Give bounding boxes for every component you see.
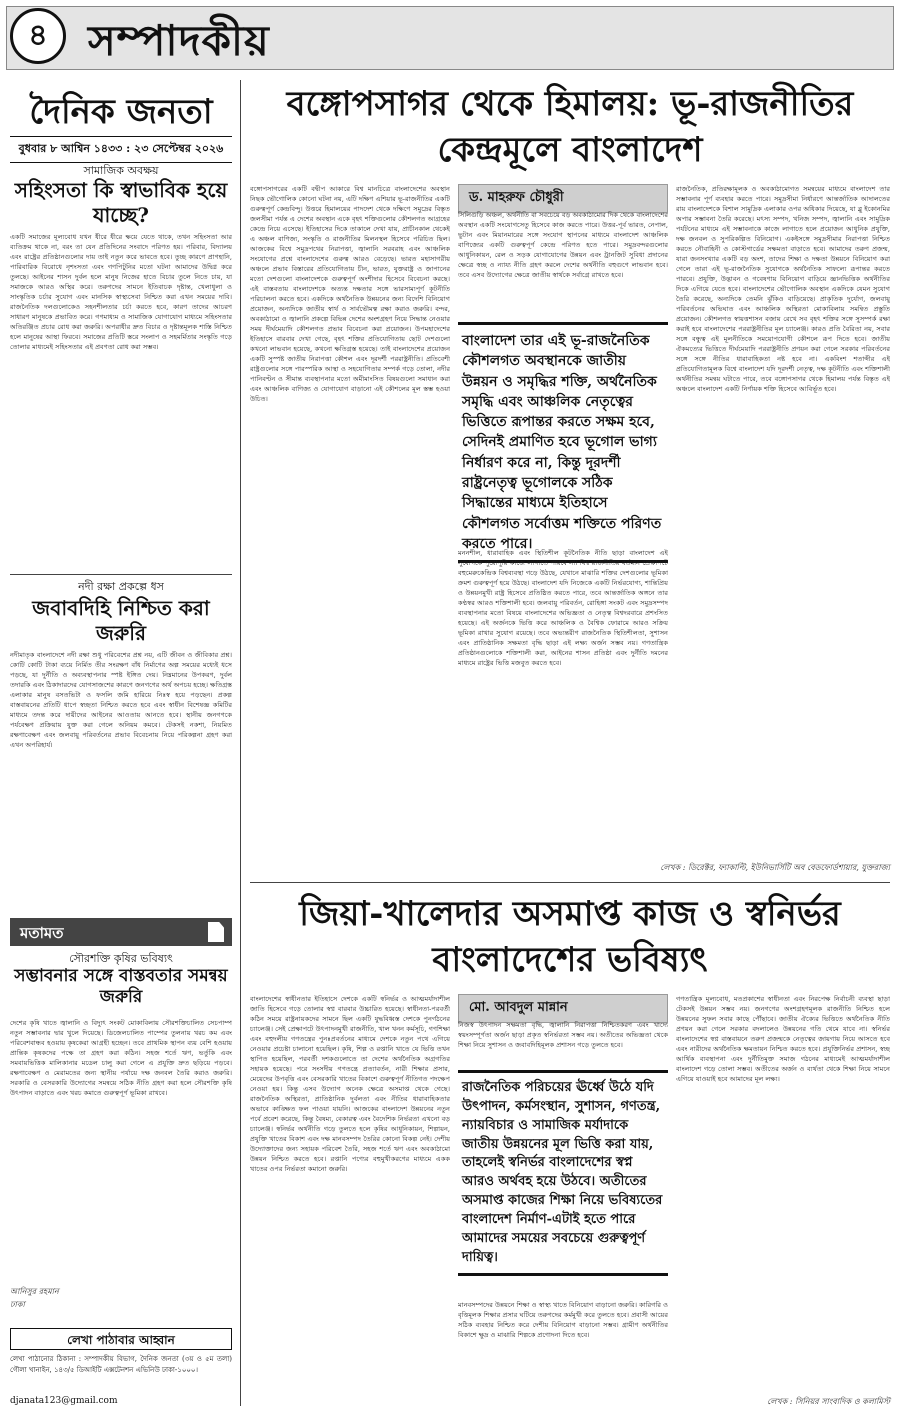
opinion-body: দেশের কৃষি খাতে জ্বালানি ও বিদ্যুৎ সংকট মোকাবিলায় সৌরশক্তিচালিত সেচপাম্প নতুন সম্ভাবনার দ্বার খুলে দিয়েছে। ডিজেলচালিত পাম্পের তুলনায় খরচ কম এবং পরিবেশবান্ধব হওয়ায় কৃষকেরা আগ্রহী হচ্ছেন। তবে প্রাথমিক স্থাপন ব্যয় বেশি হওয়ায় প্রান্তিক কৃষকদের পক্ষে তা গ্রহণ করা কঠিন। সহজ শর্তে ঋণ, ভর্তুকি এবং সমবায়ভিত্তিক মালিকানার মডেল চালু করা গেলে এ প্রযুক্তি দ্রুত ছড়িয়ে পড়বে। রক্ষণাবেক্ষণ ও মেরামতের জন্য স্থানীয় পর্যায়ে দক্ষ জনবল তৈরি করাও জরুরি। সরকারি ও বেসরকারি উদ্যোগের সমন্বয়ে সঠিক নীতি গ্রহণ করা হলে সৌরশক্তি কৃষি উৎপাদন বাড়াতে এবং খরচ কমাতে গুরুত্বপূর্ণ ভূমিকা রাখবে। xyxy=(10,1019,232,1098)
opinion-label: মতামত xyxy=(20,924,64,942)
opinion-headline: সম্ভাবনার সঙ্গে বাস্তবতার সমন্বয় জরুরি xyxy=(14,966,228,1008)
article1-col3: রাজনৈতিক, প্রতিরক্ষামূলক ও অবকাঠামোগত সমন্বয়ের মাধ্যমে বাংলাদেশ তার সম্ভাবনার পূর্ণ ব্যবহার করতে পারে। সমুদ্রসীমা নির্ধারণে আন্তর্জাতিক আদালতের রায় বাংলাদেশকে বিশাল সামুদ্রিক এলাকার ওপর অধিকার দিয়েছে, যা ব্লু ইকোনমির অপার সম্ভাবনা তৈরি করেছে। মৎস্য সম্পদ, খনিজ সম্পদ, জ্বালানি এবং সামুদ্রিক পর্যটনের মাধ্যমে এই সম্ভাবনাকে কাজে লাগাতে হলে প্রয়োজন আধুনিক প্রযুক্তি, দক্ষ জনবল ও সুপরিকল্পিত বিনিয়োগ। একইসঙ্গে সমুদ্রসীমার নিরাপত্তা নিশ্চিত করতে নৌবাহিনী ও কোস্টগার্ডের সক্ষমতা বাড়াতে হবে। আমাদের তরুণ প্রজন্ম, যারা জনসংখ্যার একটি বড় অংশ, তাদের শিক্ষা ও দক্ষতা উন্নয়নে বিনিয়োগ করা গেলে তারা এই ভূ-রাজনৈতিক সুযোগকে অর্থনৈতিক সাফল্যে রূপান্তর করতে পারবে। প্রযুক্তি, উদ্ভাবন ও গবেষণায় বিনিয়োগ বাড়িয়ে জ্ঞানভিত্তিক অর্থনীতির দিকে এগিয়ে যেতে হবে। বাংলাদেশের ভৌগোলিক অবস্থান একদিকে যেমন সুযোগ তৈরি করেছে, অন্যদিকে তেমনি ঝুঁকিও বাড়িয়েছে। প্রাকৃতিক দুর্যোগ, জলবায়ু পরিবর্তনের অভিঘাত এবং আঞ্চলিক অস্থিরতা মোকাবিলায় সমন্বিত প্রস্তুতি প্রয়োজন। কৌশলগত স্বায়ত্তশাসন বজায় রেখে সব বৃহৎ শক্তির সঙ্গে সুসম্পর্ক রক্ষা করাই হবে বাংলাদেশের পররাষ্ট্রনীতির মূল চ্যালেঞ্জ। কারও প্রতি বৈরিতা নয়, সবার সঙ্গে বন্ধুত্ব এই মূলনীতিকে সময়োপযোগী কৌশলে রূপ দিতে হবে। জাতীয় ঐকমত্যের ভিত্তিতে দীর্ঘমেয়াদি পররাষ্ট্রনীতি প্রণয়ন করা গেলে সরকার পরিবর্তনের সঙ্গে সঙ্গে নীতির ধারাবাহিকতা নষ্ট হবে না। একবিংশ শতাব্দীর এই প্রতিযোগিতামূলক বিশ্বে বাংলাদেশ যদি দূরদর্শী নেতৃত্ব, দক্ষ কূটনীতি এবং শক্তিশালী অর্থনীতির সমন্বয় ঘটাতে পারে, তবে বঙ্গোপসাগর থেকে হিমালয় পর্যন্ত বিস্তৃত এই অঞ্চলে বাংলাদেশ একটি নির্ণায়ক শক্তি হিসেবে আবির্ভূত হবে। xyxy=(676,185,890,394)
article2-credit: লেখক : সিনিয়র সাংবাদিক ও কলামিস্ট xyxy=(767,1397,890,1406)
divider xyxy=(10,574,232,575)
article2-col3: গণতান্ত্রিক মূল্যবোধ, মতপ্রকাশের স্বাধীনতা এবং নিরপেক্ষ নির্বাচনী ব্যবস্থা ছাড়া টেকসই উন্নয়ন সম্ভব নয়। জনগণের অংশগ্রহণমূলক রাজনীতি নিশ্চিত হলে উন্নয়নের সুফল সবার কাছে পৌঁছাবে। জাতীয় ঐক্যের ভিত্তিতে অর্থনৈতিক নীতি প্রণয়ন করা গেলে সরকার বদলালেও উন্নয়নের গতি থেমে যাবে না। স্বনির্ভর বাংলাদেশের স্বপ্ন বাস্তবায়নে তরুণ প্রজন্মকে নেতৃত্বের জায়গায় নিয়ে আসতে হবে এবং নারীদের অর্থনৈতিক ক্ষমতায়ন নিশ্চিত করতে হবে। প্রযুক্তিনির্ভর প্রশাসন, স্বচ্ছ আর্থিক ব্যবস্থাপনা এবং দুর্নীতিমুক্ত সমাজ গঠনের মাধ্যমেই আত্মমর্যাদাশীল বাংলাদেশ গড়ে তোলা সম্ভব। অতীতের অর্জন ও ব্যর্থতা থেকে শিক্ষা নিয়ে সামনে এগিয়ে যাওয়াই হবে আমাদের মূল লক্ষ্য। xyxy=(676,995,890,1084)
editorial1-headline: সহিংসতা কি স্বাভাবিক হয়ে যাচ্ছে? xyxy=(14,178,228,227)
editorial2-body: নদীমাতৃক বাংলাদেশে নদী রক্ষা শুধু পরিবেশের প্রশ্ন নয়, এটি জীবন ও জীবিকার প্রশ্ন। কোটি কোটি টাকা ব্যয়ে নির্মিত তীর সংরক্ষণ বাঁধ নির্মাণের অল্প সময়ের মধ্যেই ধসে পড়ছে, যা দুর্নীতি ও অব্যবস্থাপনার স্পষ্ট ইঙ্গিত দেয়। নিম্নমানের উপকরণ, দুর্বল তদারকি এবং ঠিকাদারদের যোগসাজশের কারণে জনগণের অর্থ অপচয় হচ্ছে। ক্ষতিগ্রস্ত এলাকার মানুষ বসতভিটা ও ফসলি জমি হারিয়ে নিঃস্ব হয়ে পড়ছেন। প্রকল্প বাস্তবায়নের প্রতিটি ধাপে স্বচ্ছতা নিশ্চিত করতে হবে এবং স্বাধীন বিশেষজ্ঞ কমিটির মাধ্যমে তদন্ত করে দায়ীদের আইনের আওতায় আনতে হবে। স্থানীয় জনগণকে পর্যবেক্ষণ প্রক্রিয়ায় যুক্ত করা গেলে অনিয়ম কমবে। টেকসই নকশা, নিয়মিত রক্ষণাবেক্ষণ এবং জলবায়ু পরিবর্তনের প্রভাব বিবেচনায় নিয়ে পরিকল্পনা গ্রহণ করা এখন অপরিহার্য। xyxy=(10,651,232,750)
article1-pull-quote: বাংলাদেশ তার এই ভূ-রাজনৈতিক কৌশলগত অবস্থানকে জাতীয় উন্নয়ন ও সমৃদ্ধির শক্তি, অর্থনৈতিক সমৃদ্ধি এবং আঞ্চলিক নেতৃত্বের ভিত্তিতে রূপান্তর করতে সক্ষম হবে, সেদিনই প্রমাণিত হবে ভূগোল ভাগ্য নির্ধারণ করে না, কিন্তু দূরদর্শী রাষ্ট্রনেতৃত্ব ভূগোলকে সঠিক সিদ্ধান্তের মাধ্যমে ইতিহাসে কৌশলগত সর্বোত্তম শক্তিতে পরিণত করতে পারে। xyxy=(458,322,668,563)
submission-email[interactable]: djanata123@gmail.com xyxy=(10,1396,118,1406)
opinion-banner xyxy=(10,918,232,946)
article2-byline: মো. আবদুল মান্নান xyxy=(458,994,668,1023)
submission-body: লেখা পাঠানোর ঠিকানা : সম্পাদকীয় বিভাগ, দৈনিক জনতা (৩য় ও ৫ম তলা) গৌলা খানাইন, ১৪৩/৫ ডিআইটি এক্সটেনশন এভিনিউ ঢাকা-১০০০। xyxy=(10,1355,232,1374)
opinion-signature: আনিসুর রহমান ঢাকা xyxy=(10,1287,59,1309)
article1-headline-line2: কেন্দ্রমূলে বাংলাদেশ xyxy=(437,129,703,170)
article1-byline: ড. মাহরুফ চৌধুরী xyxy=(458,184,668,213)
section-title: সম্পাদকীয় xyxy=(88,16,270,65)
article2-col2: নিজস্ব উৎপাদন সক্ষমতা বৃদ্ধি, জ্বালানি নিরাপত্তা নিশ্চিতকরণ এবং খাদ্যে স্বয়ংসম্পূর্ণতা অর্জন ছাড়া প্রকৃত স্বনির্ভরতা সম্ভব নয়। অতীতের অভিজ্ঞতা থেকে শিক্ষা নিয়ে সুশাসন ও জবাবদিহিমূলক প্রশাসন গড়ে তুলতে হবে। xyxy=(458,1021,668,1050)
submission-title: লেখা পাঠাবার আহ্বান xyxy=(10,1328,232,1350)
article1-col2: সিলিগুড়ি অঞ্চল, অর্থনীতি বা সবচেয়ে বড় অবকাঠামোর দিক থেকে বাংলাদেশের অবস্থান একটি সংযোগসেতু হিসেবে কাজ করতে পারে। উত্তর-পূর্ব ভারত, নেপাল, ভুটান এবং মিয়ানমারের সঙ্গে সংযোগ স্থাপনের মাধ্যমে বাংলাদেশ আঞ্চলিক বাণিজ্যের একটি গুরুত্বপূর্ণ কেন্দ্রে পরিণত হতে পারে। সমুদ্রবন্দরগুলোর আধুনিকায়ন, রেল ও সড়ক যোগাযোগের উন্নয়ন এবং ট্রানজিট সুবিধা প্রদানের ক্ষেত্রে স্বচ্ছ ও ন্যায্য নীতি গ্রহণ করলে দেশের অর্থনীতি বহুগুণে লাভবান হবে। তবে এসব উদ্যোগের ক্ষেত্রে জাতীয় স্বার্থকে সর্বাগ্রে রাখতে হবে। xyxy=(458,211,668,280)
editorial1-kicker: সামাজিক অবক্ষয় xyxy=(83,164,159,177)
editorial1-body: একটি সমাজের মূল্যবোধ যখন ধীরে ধীরে ক্ষয়ে যেতে থাকে, তখন সহিংসতা আর ব্যতিক্রম থাকে না, বরং তা যেন প্রতিদিনের সংবাদে পরিণত হয়। পরিবার, বিদ্যালয় এবং রাষ্ট্রের প্রতিষ্ঠানগুলোর দায় তাই নতুন করে ভাবতে হবে। তুচ্ছ কারণে প্রাণহানি, পারিবারিক বিরোধে নৃশংসতা এবং গণপিটুনির মতো ঘটনা আমাদের উদ্বিগ্ন করে তুলছে। আইনের শাসন দুর্বল হলে মানুষ নিজের হাতে বিচার তুলে নিতে চায়, যা সমাজকে আরও অস্থির করে। তরুণদের সামনে ইতিবাচক দৃষ্টান্ত, খেলাধুলা ও সাংস্কৃতিক চর্চার সুযোগ এবং মানসিক স্বাস্থ্যসেবা নিশ্চিত করা এখন সময়ের দাবি। রাজনৈতিক দলগুলোকেও সহনশীলতার চর্চা করতে হবে, কারণ তাদের আচরণ সাধারণ মানুষকে প্রভাবিত করে। গণমাধ্যম ও সামাজিক যোগাযোগ মাধ্যমে সহিংসতার অতিরঞ্জিত প্রচার রোধ করা জরুরি। অপরাধীর দ্রুত বিচার ও দৃষ্টান্তমূলক শাস্তি নিশ্চিত হলে মানুষের আস্থা ফিরবে। সমাজের প্রতিটি স্তরে সংলাপ ও সহমর্মিতার সংস্কৃতি গড়ে তোলার মাধ্যমেই সহিংসতার এই প্রবণতা রোধ করা সম্ভব। xyxy=(10,233,232,352)
article1-credit: লেখক : ডিরেক্টর, ফ্যাকাল্টি, ইউনিভার্সিটি অব বেডফোর্ডশায়ার, যুক্তরাজ্য xyxy=(660,863,890,872)
opinion-kicker: সৌরশক্তি কৃষির ভবিষ্যৎ xyxy=(69,952,173,965)
editorial2-kicker: নদী রক্ষা প্রকল্পে ধস xyxy=(78,580,164,593)
page-number: ৪ xyxy=(10,8,66,64)
article2-headline xyxy=(250,892,890,984)
column-divider xyxy=(240,80,241,1406)
article2-headline-line1: জিয়া-খালেদার অসমাপ্ত কাজ ও স্বনির্ভর xyxy=(299,894,841,934)
divider xyxy=(250,882,890,883)
article2-pull-quote: রাজনৈতিক পরিচয়ের ঊর্ধ্বে উঠে যদি উৎপাদন, কর্মসংস্থান, সুশাসন, গণতন্ত্র, ন্যায়বিচার ও সামাজিক মর্যাদাকে জাতীয় উন্নয়নের মূল ভিত্তি করা যায়, তাহলেই স্বনির্ভর বাংলাদেশের স্বপ্ন আরও অর্থবহ হয়ে উঠবে। অতীতের অসমাপ্ত কাজের শিক্ষা নিয়ে ভবিষ্যতের বাংলাদেশ নির্মাণ-এটাই হতে পারে আমাদের সময়ের সবচেয়ে গুরুত্বপূর্ণ দায়িত্ব। xyxy=(458,1070,668,1276)
article2-col1: বাংলাদেশের স্বাধীনতার ইতিহাসে দেশকে একটি স্বনির্ভর ও আত্মমর্যাদাশীল জাতি হিসেবে গড়ে তোলার স্বপ্ন বারবার উচ্চারিত হয়েছে। স্বাধীনতা-পরবর্তী কঠিন সময়ে রাষ্ট্রনায়কদের সামনে ছিল একটি যুদ্ধবিধ্বস্ত দেশকে পুনর্গঠনের চ্যালেঞ্জ। সেই প্রেক্ষাপটে উৎপাদনমুখী রাজনীতি, খাল খনন কর্মসূচি, গণশিক্ষা এবং বহুদলীয় গণতন্ত্রের পুনঃপ্রবর্তনের মাধ্যমে দেশকে নতুন পথে এগিয়ে নেওয়ার প্রচেষ্টা চালানো হয়েছিল। কৃষি, শিল্প ও রপ্তানি খাতে যে ভিত্তি তখন স্থাপিত হয়েছিল, পরবর্তী দশকগুলোতে তা দেশের অর্থনৈতিক অগ্রগতির সহায়ক হয়েছে। পরে সংসদীয় গণতন্ত্রে প্রত্যাবর্তন, নারী শিক্ষার প্রসার, মেয়েদের উপবৃত্তি এবং বেসরকারি খাতের বিকাশে গুরুত্বপূর্ণ নীতিগত পদক্ষেপ নেওয়া হয়। কিন্তু এসব উদ্যোগ অনেক ক্ষেত্রে অসমাপ্ত থেকে গেছে। রাজনৈতিক অস্থিরতা, প্রাতিষ্ঠানিক দুর্বলতা এবং নীতির ধারাবাহিকতার অভাবে কাঙ্ক্ষিত ফল পাওয়া যায়নি। আজকের বাংলাদেশ উন্নয়নের নতুন পর্বে প্রবেশ করেছে, কিন্তু বৈষম্য, বেকারত্ব এবং বৈদেশিক নির্ভরতা এখনো বড় চ্যালেঞ্জ। স্বনির্ভর অর্থনীতি গড়ে তুলতে হলে কৃষির আধুনিকায়ন, শিল্পায়ন, প্রযুক্তি খাতের বিকাশ এবং দক্ষ মানবসম্পদ তৈরির কোনো বিকল্প নেই। দেশীয় উদ্যোক্তাদের জন্য সহায়ক পরিবেশ তৈরি, সহজ শর্তে ঋণ এবং অবকাঠামো উন্নয়ন নিশ্চিত করতে হবে। রপ্তানি পণ্যের বহুমুখীকরণের মাধ্যমে একক খাতের ওপর নির্ভরতা কমানো জরুরি। xyxy=(250,995,450,1174)
article2-col2b: মানবসম্পদের উন্নয়নে শিক্ষা ও স্বাস্থ্য খাতে বিনিয়োগ বাড়ানো জরুরি। কারিগরি ও বৃত্তিমূলক শিক্ষার প্রসার ঘটিয়ে তরুণদের কর্মমুখী করে তুলতে হবে। প্রবাসী আয়ের সঠিক ব্যবহার নিশ্চিত করে দেশীয় বিনিয়োগ বাড়ানো সম্ভব। গ্রামীণ অর্থনীতির বিকাশে ক্ষুদ্র ও মাঝারি শিল্পকে প্রণোদনা দিতে হবে। xyxy=(458,1301,668,1340)
article1-headline-line1: বঙ্গোপসাগর থেকে হিমালয়: ভূ-রাজনীতির xyxy=(286,84,854,124)
dateline: বুধবার ৮ আশ্বিন ১৪৩৩ : ২৩ সেপ্টেম্বর ২০২৬ xyxy=(10,136,232,163)
article1-col1: বঙ্গোপসাগরের একটি বদ্বীপ আকারে বিশ্ব মানচিত্রে বাংলাদেশের অবস্থান নিছক ভৌগোলিক কোনো ঘটনা নয়, এটি দক্ষিণ এশিয়ার ভূ-রাজনীতির একটি গুরুত্বপূর্ণ কেন্দ্রবিন্দু। উত্তরে হিমালয়ের পাদদেশ থেকে দক্ষিণে সমুদ্রের বিস্তৃত জলসীমা পর্যন্ত এ দেশের অবস্থান একে বৃহৎ শক্তিগুলোর কৌশলগত আগ্রহের কেন্দ্রে নিয়ে এসেছে। ইতিহাসের দিকে তাকালে দেখা যায়, প্রাচীনকাল থেকেই এ অঞ্চল বাণিজ্য, সংস্কৃতি ও রাজনীতির মিলনস্থল হিসেবে পরিচিত ছিল। আজকের বিশ্বে সমুদ্রপথের নিরাপত্তা, জ্বালানি সরবরাহ এবং আঞ্চলিক সংযোগের প্রশ্নে বাংলাদেশের গুরুত্ব আরও বেড়েছে। ভারত মহাসাগরীয় অঞ্চলে প্রভাব বিস্তারের প্রতিযোগিতায় চীন, ভারত, যুক্তরাষ্ট্র ও জাপানের মতো দেশগুলো বাংলাদেশকে গুরুত্বপূর্ণ অংশীদার হিসেবে বিবেচনা করছে। এই বাস্তবতায় বাংলাদেশকে অত্যন্ত দক্ষতার সঙ্গে ভারসাম্যপূর্ণ কূটনীতি পরিচালনা করতে হবে। একদিকে অর্থনৈতিক উন্নয়নের জন্য বিদেশি বিনিয়োগ প্রয়োজন, অন্যদিকে জাতীয় স্বার্থ ও সার্বভৌমত্ব রক্ষা করাও জরুরি। বন্দর, অবকাঠামো ও জ্বালানি প্রকল্পে বিভিন্ন দেশের অংশগ্রহণ নিয়ে সিদ্ধান্ত নেওয়ার সময় দীর্ঘমেয়াদি কৌশলগত প্রভাব বিবেচনা করা প্রয়োজন। উপমহাদেশের ইতিহাসে বারবার দেখা গেছে, বৃহৎ শক্তির প্রতিযোগিতায় ছোট দেশগুলো কখনো লাভবান হয়েছে, কখনো ক্ষতিগ্রস্ত হয়েছে। তাই বাংলাদেশের প্রয়োজন একটি সুস্পষ্ট জাতীয় নিরাপত্তা কৌশল এবং দূরদর্শী পররাষ্ট্রনীতি। প্রতিবেশী রাষ্ট্রগুলোর সঙ্গে পারস্পরিক আস্থা ও সহযোগিতার সম্পর্ক গড়ে তোলা, নদীর পানিবণ্টন ও সীমান্ত ব্যবস্থাপনার মতো অমীমাংসিত বিষয়গুলো সমাধান করা এবং আঞ্চলিক বাণিজ্য ও যোগাযোগ বাড়ানো এই কৌশলের মূল স্তম্ভ হওয়া উচিত। xyxy=(250,185,450,404)
masthead: দৈনিক জনতা xyxy=(29,92,213,132)
document-icon xyxy=(208,922,224,942)
editorial2-headline: জবাবদিহি নিশ্চিত করা জরুরি xyxy=(32,596,210,645)
article1-headline xyxy=(250,82,890,174)
article2-headline-line2: বাংলাদেশের ভবিষ্যৎ xyxy=(432,939,708,980)
article1-col2b: মননশীল, ধারাবাহিক এবং স্থিতিশীল কূটনৈতিক নীতি ছাড়া বাংলাদেশ এই সুযোগকে পুরোপুরি কাজে লাগাতে পারবে না। বিশ্ব রাজনীতির বর্তমান প্রেক্ষাপটে বহুমেরুকেন্দ্রিক বিশ্বব্যবস্থা গড়ে উঠছে, যেখানে মাঝারি শক্তির দেশগুলোর ভূমিকা ক্রমশ গুরুত্বপূর্ণ হয়ে উঠছে। বাংলাদেশ যদি নিজেকে একটি নির্ভরযোগ্য, শান্তিপ্রিয় ও উন্নয়নমুখী রাষ্ট্র হিসেবে প্রতিষ্ঠিত করতে পারে, তবে আন্তর্জাতিক অঙ্গনে তার কণ্ঠস্বর আরও শক্তিশালী হবে। জলবায়ু পরিবর্তন, রোহিঙ্গা সংকট এবং সমুদ্রসম্পদ ব্যবস্থাপনার মতো বিষয়ে বাংলাদেশের অভিজ্ঞতা ও নেতৃত্ব বিশ্বদরবারে প্রশংসিত হয়েছে। এই অর্জনকে ভিত্তি করে আঞ্চলিক ও বৈশ্বিক ফোরামে আরও সক্রিয় ভূমিকা রাখার সুযোগ রয়েছে। তবে অভ্যন্তরীণ রাজনৈতিক স্থিতিশীলতা, সুশাসন এবং প্রাতিষ্ঠানিক সক্ষমতা বৃদ্ধি ছাড়া এই লক্ষ্য অর্জন সম্ভব নয়। গণতান্ত্রিক প্রতিষ্ঠানগুলোকে শক্তিশালী করা, আইনের শাসন প্রতিষ্ঠা এবং দুর্নীতি দমনের মাধ্যমে রাষ্ট্রের ভিত্তি মজবুত করতে হবে। xyxy=(458,549,668,668)
